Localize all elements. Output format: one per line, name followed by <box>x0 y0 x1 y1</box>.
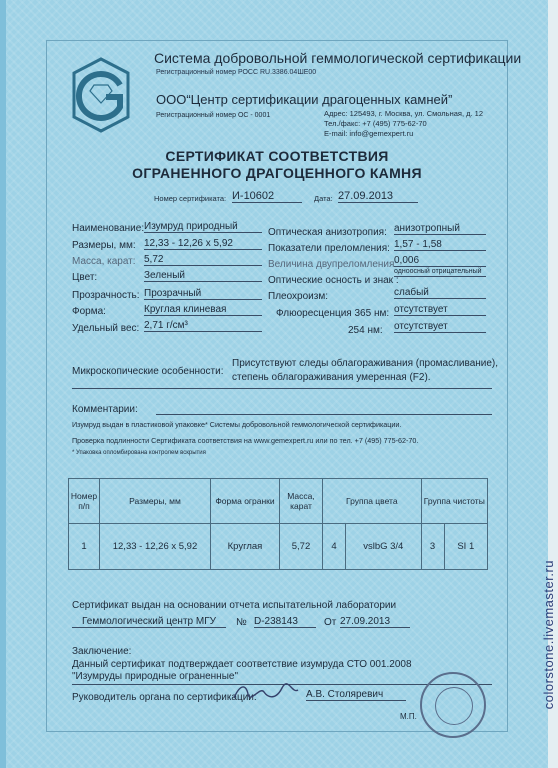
org-center-reg: Регистрационный номер ОС - 0001 <box>156 112 271 119</box>
table-header: Масса, карат <box>280 479 323 524</box>
divider <box>156 414 492 415</box>
micro-line1: Присутствуют следы облагораживания (промасливание), <box>232 358 499 369</box>
field-value: Изумруд природный <box>144 221 262 233</box>
field-value: отсутствует <box>394 304 486 316</box>
field-label: Размеры, мм: <box>72 240 136 251</box>
basis-text: Сертификат выдан на основании отчета испытательной лаборатории <box>72 600 397 611</box>
field-label: Масса, карат: <box>72 256 136 267</box>
field-value: 12,33 - 12,26 х 5,92 <box>144 238 262 250</box>
cert-date-label: Дата: <box>314 194 333 203</box>
decorative-frame <box>46 40 508 732</box>
lab-date-label: От <box>324 617 337 628</box>
address-line: Адрес: 125493, г. Москва, ул. Смольная, д. 12 <box>324 109 484 118</box>
watermark: colorstone.livemaster.ru <box>541 560 556 710</box>
table-cell: 5,72 <box>280 524 323 570</box>
conclusion-label: Заключение: <box>72 646 132 657</box>
comment-line1: Изумруд выдан в пластиковой упаковке* Системы добровольной геммологической сертификации. <box>72 420 402 429</box>
signature-icon <box>230 680 300 704</box>
field-label: Наименование: <box>72 223 145 234</box>
table-header-row <box>69 479 488 524</box>
table-cell: vslbG 3/4 <box>346 524 422 570</box>
field-label: 254 нм: <box>348 325 383 336</box>
comments-label: Комментарии: <box>72 404 138 415</box>
table-header: Размеры, мм <box>100 479 211 524</box>
field-value: Круглая клиневая <box>144 304 262 316</box>
table-header: Группа чистоты <box>421 479 487 524</box>
field-value: слабый <box>394 287 486 299</box>
field-label: Оптические осность и знак : <box>268 275 399 286</box>
table-cell: 12,33 - 12,26 х 5,92 <box>100 524 211 570</box>
seal-inner-ring <box>435 687 473 725</box>
lab-number: D-238143 <box>254 616 316 628</box>
field-value: Прозрачный <box>144 288 262 300</box>
field-value: 1,57 - 1,58 <box>394 239 486 251</box>
field-value: анизотропный <box>394 223 486 235</box>
org-system-name: Система добровольной геммологической сертификации <box>154 50 522 66</box>
field-value: отсутствует <box>394 321 486 333</box>
phone-line: Тел./факс: +7 (495) 775-62-70 <box>324 119 427 128</box>
conclusion-line2: "Изумруды природные ограненные" <box>72 671 239 682</box>
table-cell: SI 1 <box>444 524 487 570</box>
stone-table <box>68 478 488 570</box>
address-block <box>324 109 504 139</box>
field-label: Показатели преломления: <box>268 243 390 254</box>
table-row <box>69 524 488 570</box>
email-line: E-mail: info@gemexpert.ru <box>324 129 414 138</box>
gem-logo-icon <box>66 55 136 135</box>
head-name: А.В. Столяревич <box>306 689 406 701</box>
field-label: Плеохроизм: <box>268 291 328 302</box>
lab-number-label: № <box>236 617 247 628</box>
micro-label: Микроскопические особенности: <box>72 366 224 377</box>
field-label: Прозрачность: <box>72 290 140 301</box>
table-cell: 1 <box>69 524 100 570</box>
table-header: Форма огранки <box>211 479 280 524</box>
field-value: 0,006 <box>394 255 486 267</box>
field-value: 2,71 г/см³ <box>144 320 262 332</box>
field-value: одноосный отрицательный <box>394 268 486 277</box>
org-center-name: ООО“Центр сертификации драгоценных камней” <box>156 92 453 107</box>
table-cell: 4 <box>323 524 346 570</box>
table-header: Группа цвета <box>323 479 422 524</box>
micro-line2: степень облагораживания умеренная (F2). <box>232 372 431 383</box>
cert-title-line2: ОГРАНЕННОГО ДРАГОЦЕННОГО КАМНЯ <box>132 165 422 181</box>
stamp-place-mark: М.П. <box>400 712 417 721</box>
field-label: Флюоресценция 365 нм: <box>276 308 390 319</box>
comment-line2: Проверка подлинности Сертификата соответствия на www.gemexpert.ru или по тел. +7 (495) 775-62-70. <box>72 436 419 445</box>
divider <box>72 388 492 389</box>
lab-date: 27.09.2013 <box>340 616 410 628</box>
cert-number: И-10602 <box>232 190 302 203</box>
table-cell: 3 <box>421 524 444 570</box>
comment-note: * Упаковка опломбирована контролем вскрытия <box>72 450 206 456</box>
cert-date: 27.09.2013 <box>338 190 418 203</box>
head-label: Руководитель органа по сертификации: <box>72 692 257 703</box>
conclusion-line1: Данный сертификат подтверждает соответствие изумруда СТО 001.2008 <box>72 659 412 670</box>
field-label: Цвет: <box>72 272 98 283</box>
field-label: Оптическая анизотропия: <box>268 227 387 238</box>
seal-stamp <box>420 672 486 738</box>
cert-number-label: Номер сертификата: <box>154 194 227 203</box>
lab-name: Геммологический центр МГУ <box>72 616 226 628</box>
field-label: Форма: <box>72 306 106 317</box>
field-value: 5,72 <box>144 254 262 266</box>
field-label: Удельный вес: <box>72 323 140 334</box>
org-system-reg: Регистрационный номер РОСС RU.3386.04ШЕ00 <box>156 69 317 76</box>
table-cell: Круглая <box>211 524 280 570</box>
field-value: Зеленый <box>144 270 262 282</box>
table-header: Номер п/п <box>69 479 100 524</box>
cert-title-line1: СЕРТИФИКАТ СООТВЕТСТВИЯ <box>165 148 389 164</box>
field-label: Величина двупреломления: <box>268 259 398 270</box>
